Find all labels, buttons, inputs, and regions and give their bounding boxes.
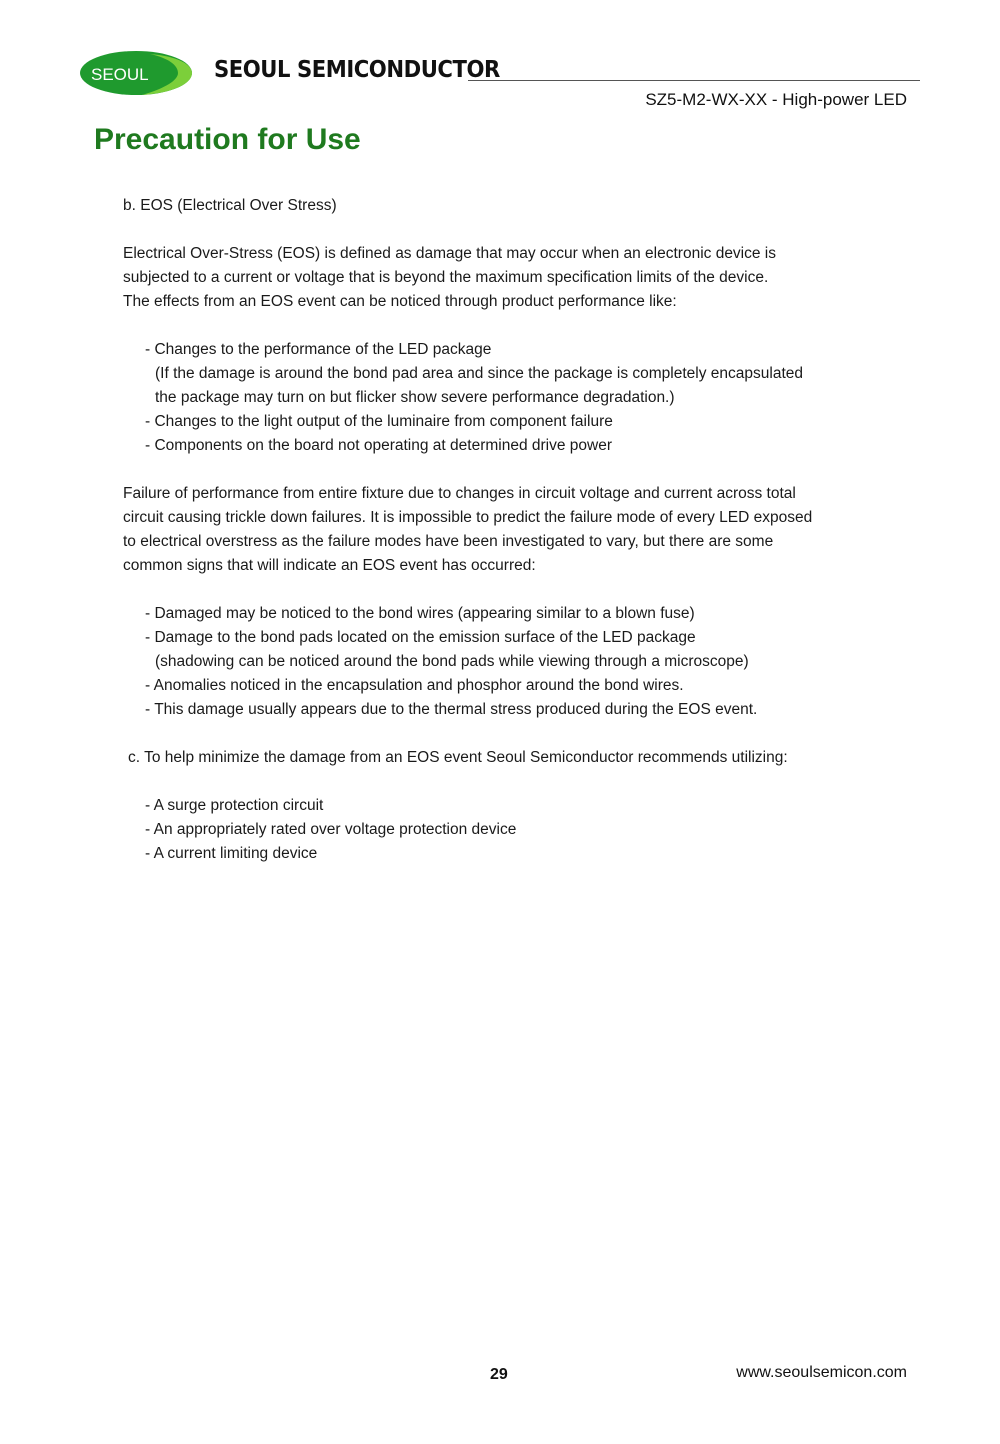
product-title: SZ5-M2-WX-XX - High-power LED (645, 90, 907, 109)
eos-signs-list (123, 602, 913, 722)
section-b-heading: b. EOS (Electrical Over Stress) (123, 197, 337, 214)
eos-definition-paragraph (123, 242, 913, 314)
list-item: - Damaged may be noticed to the bond wires (appearing similar to a blown fuse) (145, 605, 695, 622)
website-url: www.seoulsemicon.com (736, 1364, 907, 1381)
paragraph-line: to electrical overstress as the failure modes have been investigated to vary, but there are some (123, 533, 774, 550)
paragraph-line: common signs that will indicate an EOS event has occurred: (123, 557, 536, 574)
list-item: - Changes to the performance of the LED package (145, 341, 492, 358)
list-item-continuation: the package may turn on but flicker show severe performance degradation.) (155, 389, 675, 406)
paragraph-line: circuit causing trickle down failures. It is impossible to predict the failure mode of every LED exposed (123, 509, 813, 526)
recommendations-list (123, 794, 913, 866)
list-item: - An appropriately rated over voltage protection device (145, 821, 517, 838)
failure-paragraph (123, 482, 913, 578)
document-body (123, 194, 913, 866)
paragraph-line: The effects from an EOS event can be noticed through product performance like: (123, 293, 677, 310)
list-item: - Damage to the bond pads located on the emission surface of the LED package (145, 629, 696, 646)
list-item: - Components on the board not operating at determined drive power (145, 437, 613, 454)
paragraph-line: subjected to a current or voltage that is beyond the maximum specification limits of the device. (123, 269, 769, 286)
page-title: Precaution for Use (94, 123, 361, 156)
header-divider (468, 80, 920, 81)
seoul-logo-icon (80, 50, 196, 96)
list-item: - A current limiting device (145, 845, 318, 862)
seoul-logo (80, 50, 196, 96)
list-item: - A surge protection circuit (145, 797, 324, 814)
list-item-continuation: (shadowing can be noticed around the bond pads while viewing through a microscope) (155, 653, 749, 670)
list-item-continuation: (If the damage is around the bond pad area and since the package is completely encapsulated (155, 365, 803, 382)
list-item: - Changes to the light output of the luminaire from component failure (145, 413, 613, 430)
eos-effects-list (123, 338, 913, 458)
list-item: - This damage usually appears due to the thermal stress produced during the EOS event. (145, 701, 758, 718)
paragraph-line: Failure of performance from entire fixture due to changes in circuit voltage and current across total (123, 485, 796, 502)
logo-text: SEOUL (91, 65, 149, 84)
page-number: 29 (490, 1366, 508, 1383)
paragraph-line: Electrical Over-Stress (EOS) is defined as damage that may occur when an electronic device is (123, 245, 776, 262)
list-item: - Anomalies noticed in the encapsulation and phosphor around the bond wires. (145, 677, 684, 694)
section-c-heading: c. To help minimize the damage from an EOS event Seoul Semiconductor recommends utilizing: (128, 749, 788, 766)
company-name: SEOUL SEMICONDUCTOR (214, 57, 500, 83)
